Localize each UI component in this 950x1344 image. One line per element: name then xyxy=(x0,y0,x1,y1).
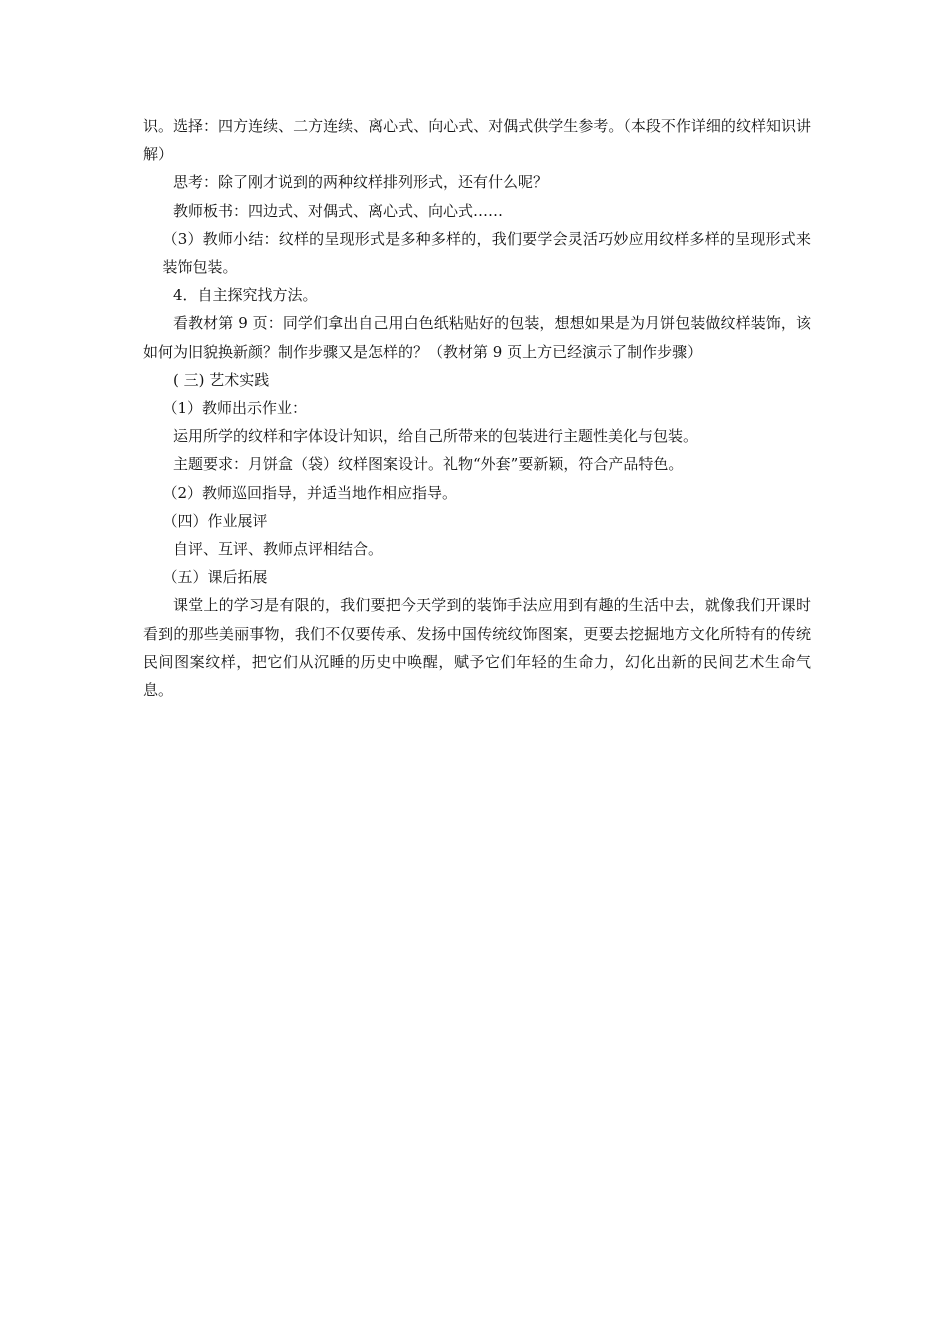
paragraph-assignment-description: 运用所学的纹样和字体设计知识，给自己所带来的包装进行主题性美化与包装。 xyxy=(173,427,699,446)
paragraph-assignment-heading: （1）教师出示作业： xyxy=(162,399,308,418)
document-body xyxy=(143,112,811,704)
section-heading-extension: （五）课后拓展 xyxy=(162,568,268,587)
section-heading-art-practice: ( 三) 艺术实践 xyxy=(173,370,270,389)
paragraph-teacher-guidance: （2）教师巡回指导，并适当地作相应指导。 xyxy=(162,483,458,502)
paragraph-theme-requirement: 主题要求：月饼盒（袋）纹样图案设计。礼物“外套”要新颖，符合产品特色。 xyxy=(173,455,684,474)
section-heading-work-review: （四）作业展评 xyxy=(162,511,268,530)
paragraph-blackboard-note: 教师板书：四边式、对偶式、离心式、向心式…… xyxy=(173,201,504,220)
paragraph-step-4-heading: 4．自主探究找方法。 xyxy=(173,286,318,305)
paragraph-extension-body: 课堂上的学习是有限的，我们要把今天学到的装饰手法应用到有趣的生活中去，就像我们开课时看到的那些美丽事物，我们不仅要传承、发扬中国传统纹饰图案，更要去挖掘地方文化所特有的传统民间图案纹样，把它们从沉睡的历史中唤醒，赋予它们年轻的生命力，幻化出新的民间艺术生命气息。 xyxy=(143,596,811,700)
paragraph-teacher-summary: （3）教师小结：纹样的呈现形式是多种多样的，我们要学会灵活巧妙应用纹样多样的呈现形式来装饰包装。 xyxy=(162,229,811,277)
paragraph-thinking-question: 思考：除了刚才说到的两种纹样排列形式，还有什么呢？ xyxy=(173,173,549,192)
paragraph-textbook-page-9: 看教材第 9 页：同学们拿出自己用白色纸粘贴好的包装，想想如果是为月饼包装做纹样装饰，该如何为旧貌换新颜？制作步骤又是怎样的？（教材第 9 页上方已经演示了制作步骤） xyxy=(143,314,811,361)
paragraph-pattern-options: 识。选择：四方连续、二方连续、离心式、向心式、对偶式供学生参考。（本段不作详细的纹样知识讲解） xyxy=(143,117,811,164)
paragraph-evaluation-methods: 自评、互评、教师点评相结合。 xyxy=(173,540,384,559)
